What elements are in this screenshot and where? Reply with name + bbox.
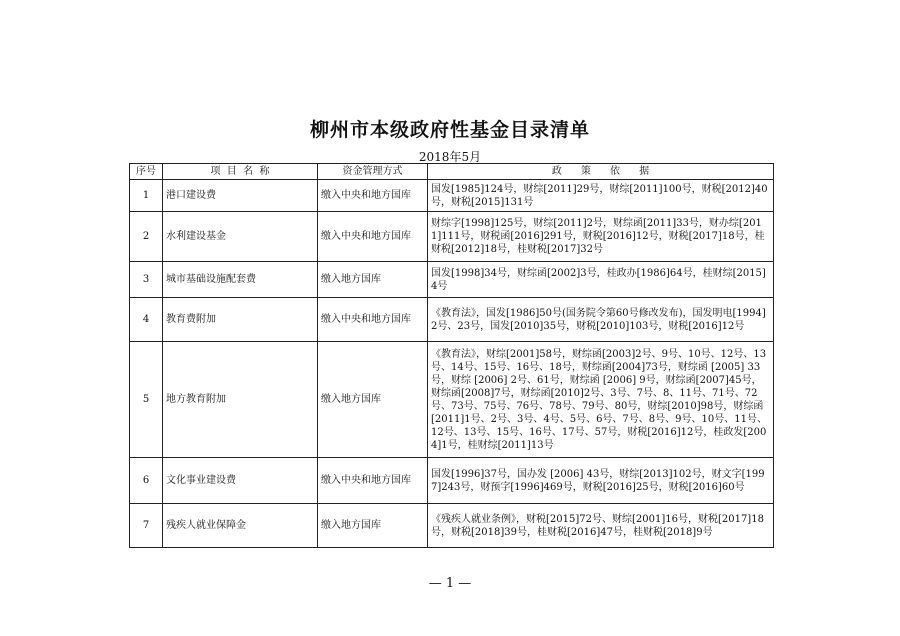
row-policy-basis: 财综字[1998]125号，财综[2011]2号，财综函[2011]33号，财办综[2011]111号，财税函[2016]291号，财税[2016]12号，财税[2017]18号，桂财税[2012]18号，桂财税[2017]32号 [428,212,774,262]
table-row [130,504,774,548]
row-policy-basis: 《教育法》，财综[2001]58号，财综函[2003]2号、9号、10号、12号、13号、14号、15号、16号、18号，财综函[2004]73号，财综函 [2005] 33号，财综 [2006] 2号、61号，财综函 [2006] 9号，财综函[2007]45号，财综函[2008]7号，财综函[2010]2号、3号、7号、8、11号、71号、72号、73号、75号、76号、78号、79号、80号，财综[2010]98号，财综函[2011]1号、2号、3号、4号、5号、6号、7号、8号、9号、10号、11号、12号、13号、15号、16号、17号、57号，财税[2016]12号，桂政发[2004]1号，桂财综[2011]13号 [428,342,774,458]
row-item-name: 水利建设基金 [163,212,318,262]
fund-catalog-table [129,163,774,548]
table-row [130,342,774,458]
row-serial-number: 2 [130,212,163,262]
table-row [130,458,774,504]
row-policy-basis: 国发[1985]124号，财综[2011]29号，财综[2011]100号，财税[2012]40号，财税[2015]131号 [428,180,774,212]
row-policy-basis: 《教育法》，国发[1986]50号(国务院令第60号修改发布)，国发明电[1994]2号、23号，国发[2010]35号，财税[2010]103号，财税[2016]12号 [428,298,774,342]
table-header-row [130,164,774,180]
row-serial-number: 5 [130,342,163,458]
row-item-name: 城市基础设施配套费 [163,262,318,298]
row-serial-number: 6 [130,458,163,504]
page-number: — 1 — [428,576,472,591]
row-serial-number: 3 [130,262,163,298]
row-item-name: 地方教育附加 [163,342,318,458]
row-fund-management: 缴入地方国库 [318,342,428,458]
document-title: 柳州市本级政府性基金目录清单 [309,119,590,141]
row-policy-basis: 《残疾人就业条例》，财税[2015]72号、财综[2001]16号，财税[2017]18号，财税[2018]39号，桂财税[2016]47号，桂财税[2018]9号 [428,504,774,548]
row-serial-number: 1 [130,180,163,212]
row-fund-management: 缴入地方国库 [318,262,428,298]
header-policy-basis: 政 策 依 据 [428,164,774,180]
table-row [130,212,774,262]
row-item-name: 教育费附加 [163,298,318,342]
row-fund-management: 缴入中央和地方国库 [318,180,428,212]
table-row [130,262,774,298]
table-row [130,298,774,342]
row-policy-basis: 国发[1996]37号，国办发 [2006] 43号，财综[2013]102号，财文字[1997]243号，财预字[1996]469号，财税[2016]25号，财税[2016]60号 [428,458,774,504]
row-fund-management: 缴入地方国库 [318,504,428,548]
row-fund-management: 缴入中央和地方国库 [318,298,428,342]
row-item-name: 残疾人就业保障金 [163,504,318,548]
header-item-name: 项 目 名 称 [163,164,318,180]
header-fund-management: 资金管理方式 [318,164,428,180]
header-serial-number: 序号 [130,164,163,180]
row-fund-management: 缴入中央和地方国库 [318,458,428,504]
row-item-name: 港口建设费 [163,180,318,212]
row-serial-number: 4 [130,298,163,342]
table-row [130,180,774,212]
row-policy-basis: 国发[1998]34号，财综函[2002]3号，桂政办[1986]64号，桂财综[2015]4号 [428,262,774,298]
row-serial-number: 7 [130,504,163,548]
document-date: 2018年5月 [418,150,482,164]
row-item-name: 文化事业建设费 [163,458,318,504]
row-fund-management: 缴入中央和地方国库 [318,212,428,262]
